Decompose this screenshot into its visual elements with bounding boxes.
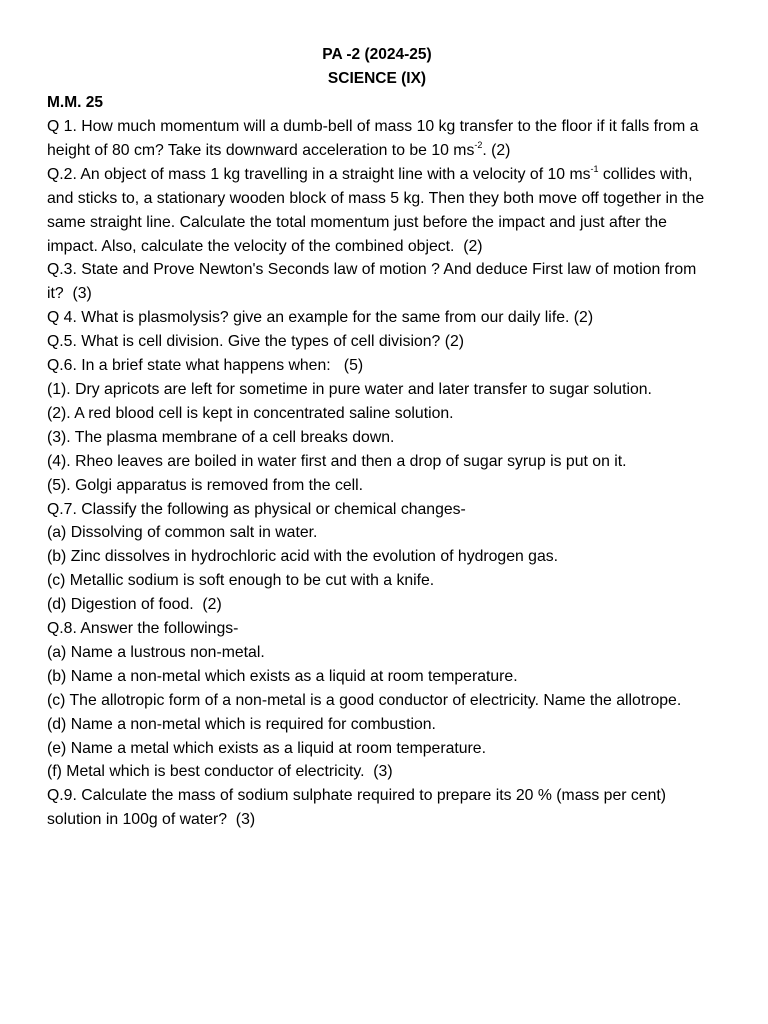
question-6-item: (5). Golgi apparatus is removed from the cell. [47,476,364,494]
question-1-tail: . (2) [482,141,511,159]
question-8-item: (d) Name a non-metal which is required for combustion. [47,715,436,733]
question-6-item: (1). Dry apricots are left for sometime in pure water and later transfer to sugar solution. [47,380,652,398]
question-7-stem: Q.7. Classify the following as physical or chemical changes- [47,500,466,518]
question-2-superscript: -1 [590,163,599,174]
question-4: Q 4. What is plasmolysis? give an example for the same from our daily life. (2) [47,309,594,327]
question-6-item: (4). Rheo leaves are boiled in water first and then a drop of sugar syrup is put on it. [47,452,627,470]
question-7-item: (c) Metallic sodium is soft enough to be cut with a knife. [47,572,435,590]
question-2-tail: collides with, and sticks to, a stationary wooden block of mass 5 kg. Then they both move off together in the same straight line. Calculate the total momentum just before the impact and just after the impact. Also, calculate the velocity of the combined object. (2) [47,165,709,255]
question-5: Q.5. What is cell division. Give the types of cell division? (2) [47,333,465,351]
question-7-item: (a) Dissolving of common salt in water. [47,524,318,542]
question-8-item: (a) Name a lustrous non-metal. [47,643,265,661]
max-marks: M.M. 25 [47,94,103,111]
document-page [47,43,707,832]
question-3: Q.3. State and Prove Newton's Seconds law of motion ? And deduce First law of motion from it? (3) [47,261,701,303]
question-1 [47,115,707,163]
question-7-item: (b) Zinc dissolves in hydrochloric acid with the evolution of hydrogen gas. [47,548,559,566]
question-8-item: (c) The allotropic form of a non-metal is a good conductor of electricity. Name the allotrope. [47,691,682,709]
question-6-item: (2). A red blood cell is kept in concentrated saline solution. [47,404,454,422]
question-9: Q.9. Calculate the mass of sodium sulphate required to prepare its 20 % (mass per cent) solution in 100g of water? (3) [47,787,671,829]
question-2 [47,163,707,259]
question-6-stem: Q.6. In a brief state what happens when: (5) [47,357,364,375]
question-8-item: (b) Name a non-metal which exists as a liquid at room temperature. [47,667,518,685]
question-7-item: (d) Digestion of food. (2) [47,596,222,614]
question-2-text: Q.2. An object of mass 1 kg travelling in a straight line with a velocity of 10 ms [47,165,591,183]
question-1-text: Q 1. How much momentum will a dumb-bell of mass 10 kg transfer to the floor if it falls from a height of 80 cm? Take its downward acceleration to be 10 ms [47,118,703,159]
paper-title: PA -2 (2024-25) [322,46,432,63]
question-8-item: (e) Name a metal which exists as a liquid at room temperature. [47,739,486,757]
question-8-item: (f) Metal which is best conductor of electricity. (3) [47,763,393,781]
subject-title: SCIENCE (IX) [327,70,427,87]
question-1-superscript: -2 [474,139,483,150]
question-8-stem: Q.8. Answer the followings- [47,620,239,638]
question-6-item: (3). The plasma membrane of a cell breaks down. [47,428,395,446]
